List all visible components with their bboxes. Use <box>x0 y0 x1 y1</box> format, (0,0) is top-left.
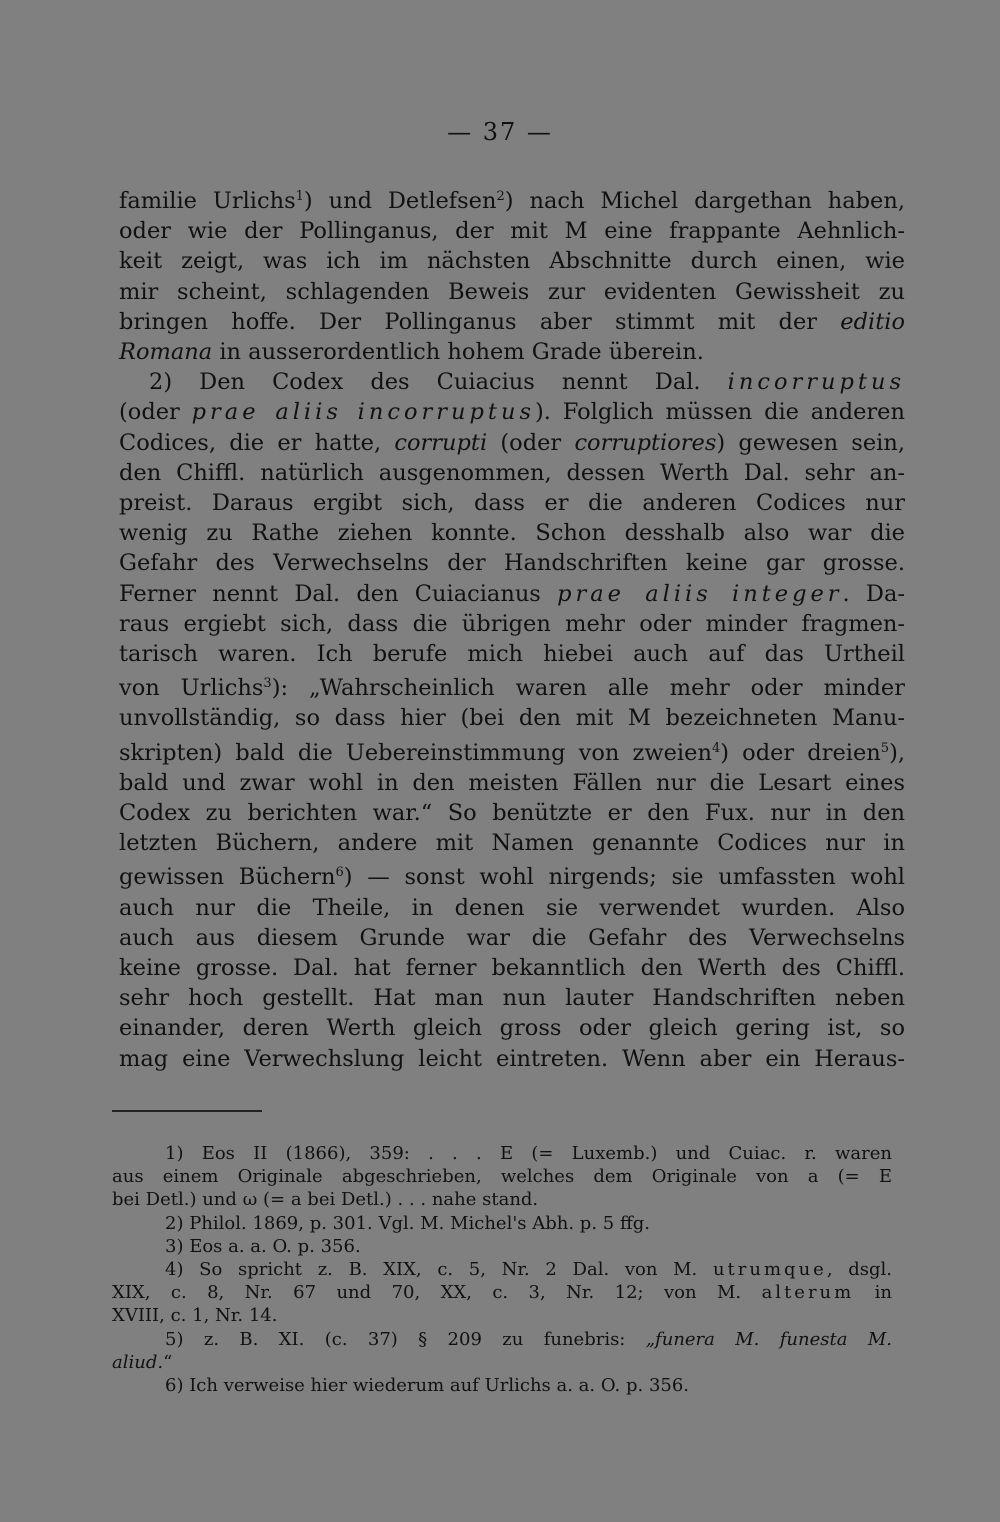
text-line: familie Urlichs$^1$) und Detlefsen$^2$) nach Michel dargethan haben, <box>119 188 905 214</box>
text-line: Codex zu berichten war.“ So benützte er den Fux. nur in den <box>119 800 905 827</box>
footnote-4: 4) So spricht z. B. XIX, c. 5, Nr. 2 Dal. von M. utrumque, dsgl. <box>165 1259 892 1281</box>
text-line: von Urlichs$^3$): „Wahrscheinlich waren alle mehr oder minder <box>119 675 906 702</box>
text-line: Ferner nennt Dal. den Cuiacianus prae aliis integer. Da- <box>119 580 905 607</box>
text-line: wenig zu Rathe ziehen konnte. Schon desshalb also war die <box>119 520 905 547</box>
text-line: auch nur die Theile, in denen sie verwendet wurden. Also <box>119 894 905 921</box>
footnote-1: 1) Eos II (1866), 359: . . . E (= Luxemb.) und Cuiac. r. waren <box>165 1143 892 1164</box>
text-line: unvollständig, so dass hier (bei den mit M bezeichneten Manu- <box>119 705 905 732</box>
footnote-5: 5) z. B. XI. (c. 37) § 209 zu funebris: „funera M. funesta M. <box>165 1328 892 1350</box>
page-number: — 37 — <box>447 118 553 146</box>
text-line: 2) Den Codex des Cuiacius nennt Dal. incorruptus <box>149 369 905 396</box>
text-line: mag eine Verwechslung leicht eintreten. Wenn aber ein Heraus- <box>119 1045 905 1072</box>
text-line: letzten Büchern, andere mit Namen genannte Codices nur in <box>119 830 905 857</box>
footnotes <box>112 1142 892 1397</box>
footnote-5-cont: aliud.“ <box>112 1351 173 1373</box>
footnote-1-cont: aus einem Originale abgeschrieben, welches dem Originale von a (= E <box>112 1166 892 1188</box>
footnote-divider <box>112 1110 262 1112</box>
text-line: oder wie der Pollinganus, der mit M eine frappante Aehnlich- <box>119 218 905 245</box>
text-line: mir scheint, schlagenden Beweis zur evidenten Gewissheit zu <box>119 278 905 305</box>
text-line: preist. Daraus ergibt sich, dass er die anderen Codices nur <box>119 490 905 517</box>
text-line: (oder prae aliis incorruptus). Folglich müssen die anderen <box>119 399 905 426</box>
main-text <box>119 182 905 1074</box>
text-line: bringen hoffe. Der Pollinganus aber stimmt mit der editio <box>119 308 905 335</box>
text-line: Gefahr des Verwechselns der Handschriften keine gar grosse. <box>119 550 905 577</box>
text-line: Romana in ausserordentlich hohem Grade überein. <box>119 339 704 366</box>
text-line: den Chiffl. natürlich ausgenommen, dessen Werth Dal. sehr an- <box>119 459 905 486</box>
text-line: bald und zwar wohl in den meisten Fällen nur die Lesart eines <box>119 769 905 796</box>
footnote-1-cont: bei Detl.) und ω (= a bei Detl.) . . . nahe stand. <box>112 1189 539 1211</box>
footnote-4-cont: XIX, c. 8, Nr. 67 und 70, XX, c. 3, Nr. 12; von M. alterum in <box>112 1282 892 1304</box>
text-line: keine grosse. Dal. hat ferner bekanntlich den Werth des Chiffl. <box>119 955 905 982</box>
text-line: sehr hoch gestellt. Hat man nun lauter Handschriften neben <box>119 985 905 1012</box>
text-line: raus ergiebt sich, dass die übrigen mehr oder minder fragmen- <box>119 610 905 637</box>
text-line: Codices, die er hatte, corrupti (oder corruptiores) gewesen sein, <box>119 429 905 456</box>
footnote-3: 3) Eos a. a. O. p. 356. <box>165 1235 361 1257</box>
footnote-6: 6) Ich verweise hier wiederum auf Urlichs a. a. O. p. 356. <box>165 1375 690 1397</box>
text-line: keit zeigt, was ich im nächsten Abschnitte durch einen, wie <box>119 248 905 275</box>
text-line: auch aus diesem Grunde war die Gefahr des Verwechselns <box>119 924 905 951</box>
text-line: tarisch waren. Ich berufe mich hiebei auch auf das Urtheil <box>119 641 905 668</box>
text-line: einander, deren Werth gleich gross oder gleich gering ist, so <box>119 1015 905 1042</box>
text-line: skripten) bald die Uebereinstimmung von zweien$^4$) oder dreien$^5$), <box>119 739 905 766</box>
text-line: gewissen Büchern$^6$) — sonst wohl nirgends; sie umfassten wohl <box>119 864 906 891</box>
footnote-4-cont: XVIII, c. 1, Nr. 14. <box>112 1305 278 1327</box>
footnote-2: 2) Philol. 1869, p. 301. Vgl. M. Michel's Abh. p. 5 ffg. <box>165 1212 650 1234</box>
